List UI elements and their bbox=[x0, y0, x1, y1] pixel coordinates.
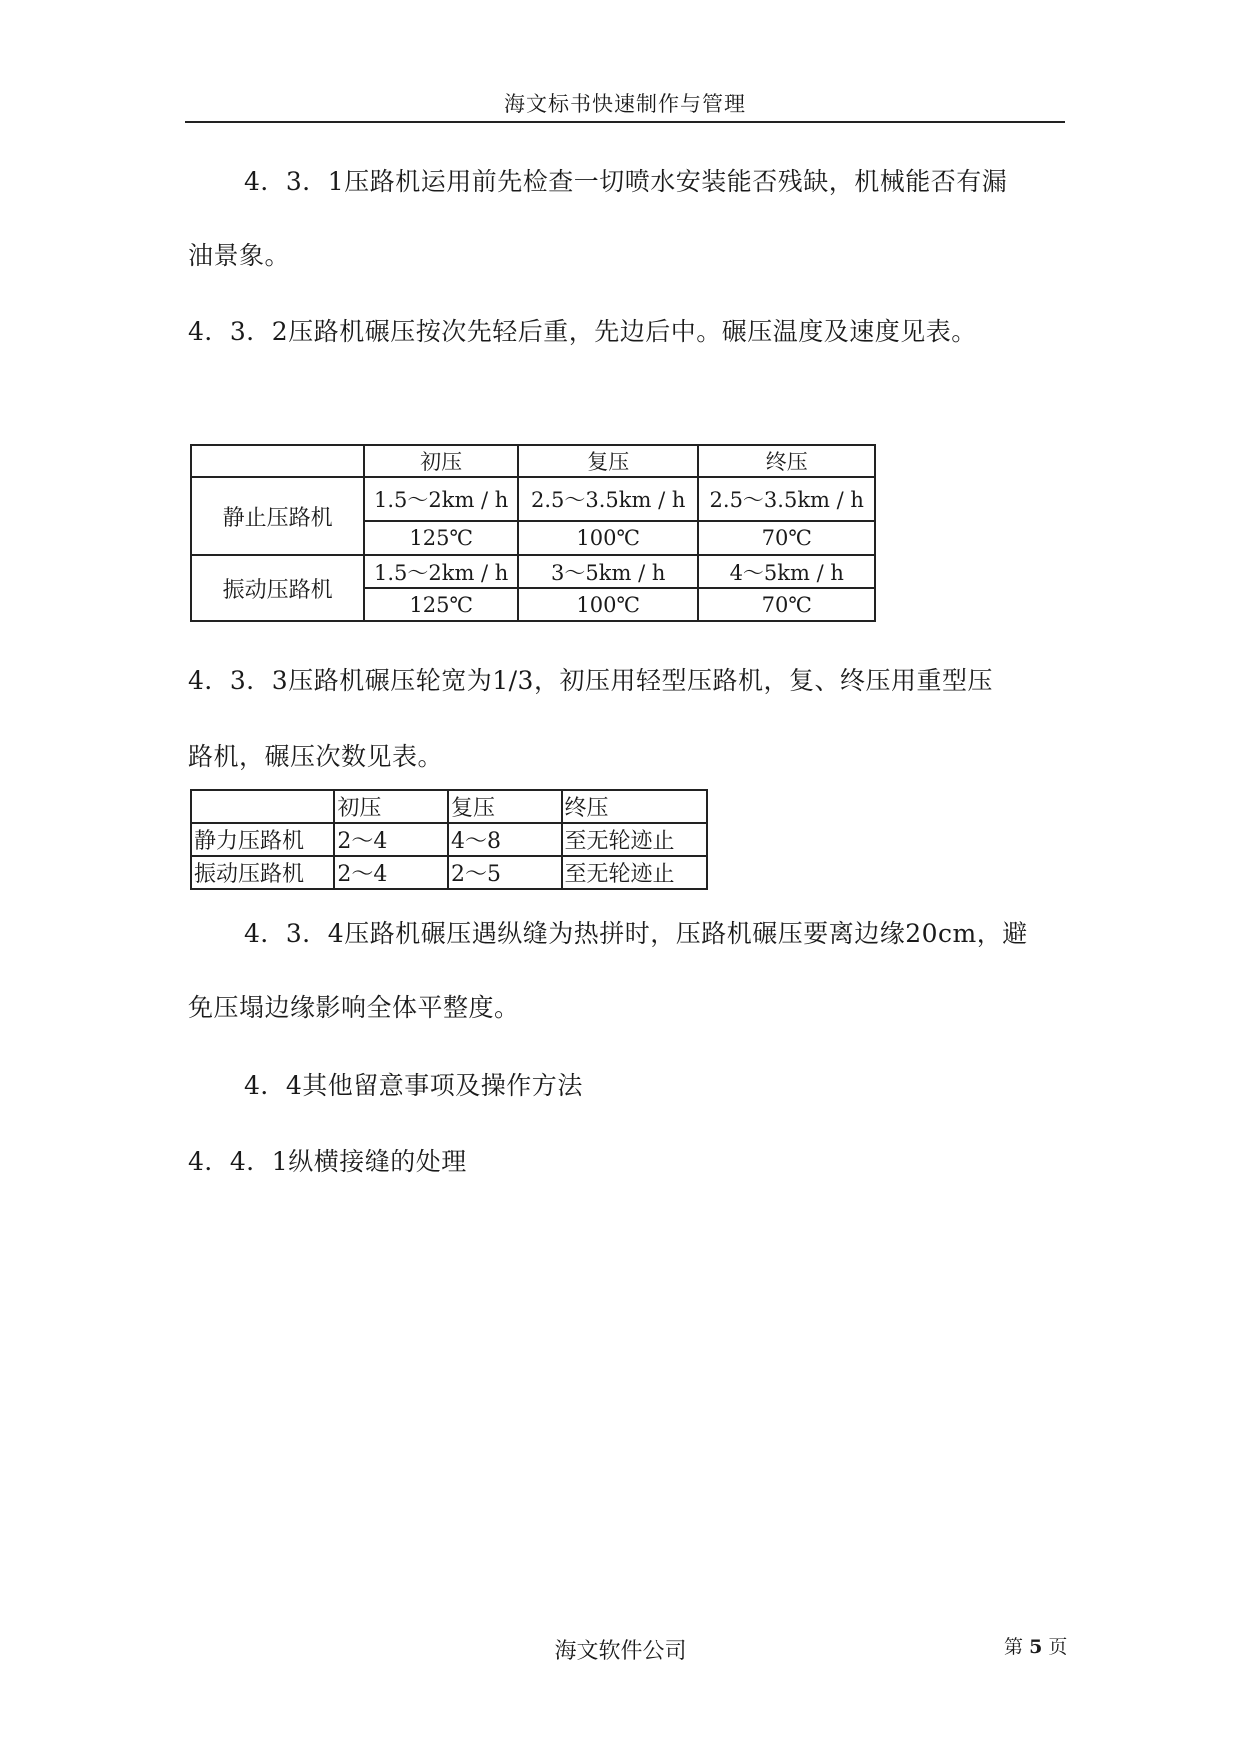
page-number-suffix: 页 bbox=[1048, 1636, 1068, 1658]
table-cell: 4～8 bbox=[448, 823, 562, 856]
section-heading-4-4: 4．4其他留意事项及操作方法 bbox=[244, 1071, 583, 1100]
row-label: 振动压路机 bbox=[191, 856, 334, 889]
paragraph-4-3-4-cont bbox=[188, 971, 1068, 1045]
table-header-cell: 复压 bbox=[518, 445, 699, 477]
table-row bbox=[191, 856, 707, 889]
page-number-value: 5 bbox=[1029, 1636, 1043, 1658]
table-header-cell: 终压 bbox=[698, 445, 875, 477]
table-cell: 100℃ bbox=[518, 521, 699, 555]
table-cell: 至无轮迹止 bbox=[562, 856, 707, 889]
paragraph-line: 4．3．4压路机碾压遇纵缝为热拼时，压路机碾压要离边缘20cm，避 bbox=[244, 919, 1028, 948]
paragraph-line: 油景象。 bbox=[188, 241, 291, 270]
table-row bbox=[191, 555, 875, 588]
table-row bbox=[191, 823, 707, 856]
paragraph-4-3-1-cont bbox=[188, 219, 1068, 293]
table-header-cell bbox=[191, 790, 334, 823]
table-header-cell: 初压 bbox=[364, 445, 518, 477]
table-cell: 100℃ bbox=[518, 588, 699, 621]
table-row bbox=[191, 790, 707, 823]
table-cell: 3～5km / h bbox=[518, 555, 699, 588]
paragraph-4-3-4 bbox=[188, 897, 1068, 971]
table-cell: 4～5km / h bbox=[698, 555, 875, 588]
table-cell: 2.5～3.5km / h bbox=[518, 477, 699, 521]
paragraph-line: 4．3．3压路机碾压轮宽为1/3，初压用轻型压路机，复、终压用重型压 bbox=[188, 666, 993, 695]
subsection-heading-4-4-1: 4．4．1纵横接缝的处理 bbox=[188, 1147, 467, 1176]
row-label: 振动压路机 bbox=[191, 555, 364, 621]
paragraph-line: 4．3．1压路机运用前先检查一切喷水安装能否残缺，机械能否有漏 bbox=[244, 167, 1008, 196]
page-number bbox=[1004, 1632, 1067, 1659]
page-number-prefix: 第 bbox=[1004, 1636, 1024, 1658]
compaction-passes-table bbox=[190, 789, 708, 890]
table-cell: 70℃ bbox=[698, 521, 875, 555]
row-label: 静止压路机 bbox=[191, 477, 364, 555]
footer-company: 海文软件公司 bbox=[554, 1639, 687, 1664]
table-cell: 2.5～3.5km / h bbox=[698, 477, 875, 521]
table-cell: 2～4 bbox=[334, 823, 448, 856]
paragraph-4-3-2: 4．3．2压路机碾压按次先轻后重，先边后中。碾压温度及速度见表。 bbox=[188, 317, 977, 346]
table-cell: 2～5 bbox=[448, 856, 562, 889]
paragraph-4-3-1 bbox=[188, 145, 1068, 219]
page-header-title: 海文标书快速制作与管理 bbox=[504, 92, 746, 116]
header-divider bbox=[185, 121, 1065, 123]
paragraph-4-3-3-cont bbox=[188, 720, 1068, 794]
table-cell: 70℃ bbox=[698, 588, 875, 621]
row-label: 静力压路机 bbox=[191, 823, 334, 856]
table-header-cell: 初压 bbox=[334, 790, 448, 823]
table-cell: 125℃ bbox=[364, 588, 518, 621]
table-cell: 1.5～2km / h bbox=[364, 555, 518, 588]
table-cell: 2～4 bbox=[334, 856, 448, 889]
table-cell: 至无轮迹止 bbox=[562, 823, 707, 856]
table-header-cell bbox=[191, 445, 364, 477]
table-header-cell: 终压 bbox=[562, 790, 707, 823]
speed-temperature-table bbox=[190, 444, 876, 622]
paragraph-line: 路机，碾压次数见表。 bbox=[188, 742, 444, 771]
paragraph-line: 免压塌边缘影响全体平整度。 bbox=[188, 993, 520, 1022]
table-cell: 1.5～2km / h bbox=[364, 477, 518, 521]
table-row bbox=[191, 445, 875, 477]
table-header-cell: 复压 bbox=[448, 790, 562, 823]
table-row bbox=[191, 477, 875, 521]
table-cell: 125℃ bbox=[364, 521, 518, 555]
paragraph-4-3-3 bbox=[188, 644, 1068, 718]
